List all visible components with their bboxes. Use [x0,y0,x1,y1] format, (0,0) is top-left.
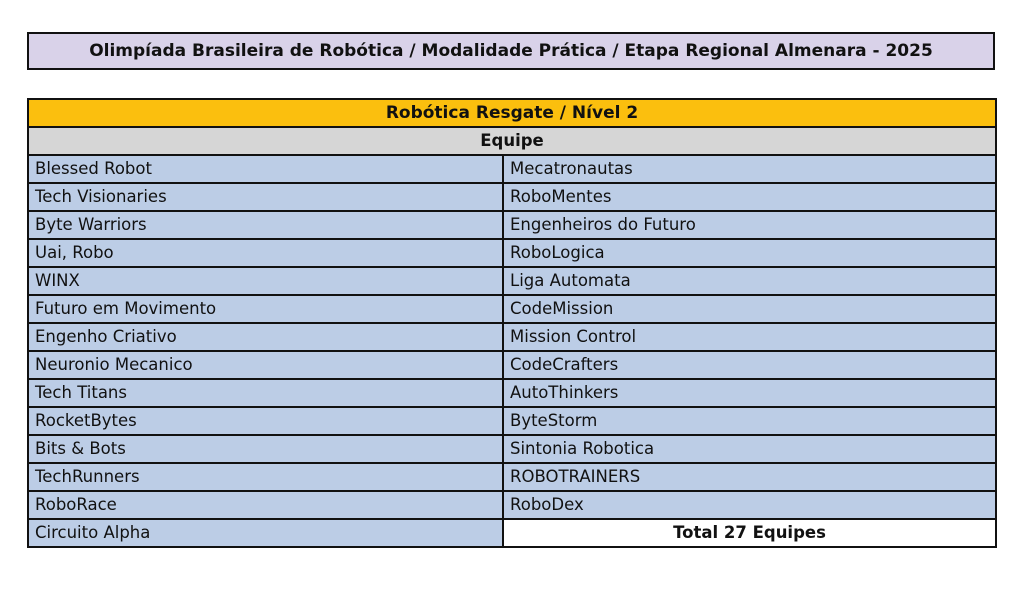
table-row [28,463,996,491]
team-cell: Byte Warriors [28,211,503,239]
team-cell: RocketBytes [28,407,503,435]
table-row [28,323,996,351]
team-cell: Circuito Alpha [28,519,503,547]
team-table [27,98,997,548]
team-cell: WINX [28,267,503,295]
team-cell: AutoThinkers [503,379,996,407]
document-title [27,32,995,70]
category-title: Robótica Resgate / Nível 2 [28,99,996,127]
column-header: Equipe [28,127,996,155]
team-cell: Sintonia Robotica [503,435,996,463]
team-cell: ROBOTRAINERS [503,463,996,491]
team-cell: Neuronio Mecanico [28,351,503,379]
team-cell: Tech Visionaries [28,183,503,211]
document-title-text: Olimpíada Brasileira de Robótica / Modalidade Prática / Etapa Regional Almenara - 2025 [89,41,933,61]
team-cell: RoboLogica [503,239,996,267]
team-cell: TechRunners [28,463,503,491]
table-row [28,155,996,183]
team-cell: RoboRace [28,491,503,519]
table-row [28,379,996,407]
table-row [28,239,996,267]
table-row-last [28,519,996,547]
table-row [28,407,996,435]
team-cell: RoboDex [503,491,996,519]
table-row [28,295,996,323]
table-row [28,211,996,239]
team-cell: Engenheiros do Futuro [503,211,996,239]
team-cell: Uai, Robo [28,239,503,267]
team-cell: ByteStorm [503,407,996,435]
total-teams-cell: Total 27 Equipes [503,519,996,547]
team-cell: Liga Automata [503,267,996,295]
category-row [28,99,996,127]
team-cell: Tech Titans [28,379,503,407]
table-row [28,491,996,519]
team-cell: RoboMentes [503,183,996,211]
team-cell: Bits & Bots [28,435,503,463]
table-row [28,267,996,295]
team-cell: Blessed Robot [28,155,503,183]
table-row [28,435,996,463]
team-cell: Futuro em Movimento [28,295,503,323]
team-cell: CodeMission [503,295,996,323]
team-cell: Mission Control [503,323,996,351]
team-cell: Mecatronautas [503,155,996,183]
team-cell: CodeCrafters [503,351,996,379]
table-row [28,183,996,211]
column-header-row [28,127,996,155]
team-table-body [28,99,996,547]
team-cell: Engenho Criativo [28,323,503,351]
table-row [28,351,996,379]
